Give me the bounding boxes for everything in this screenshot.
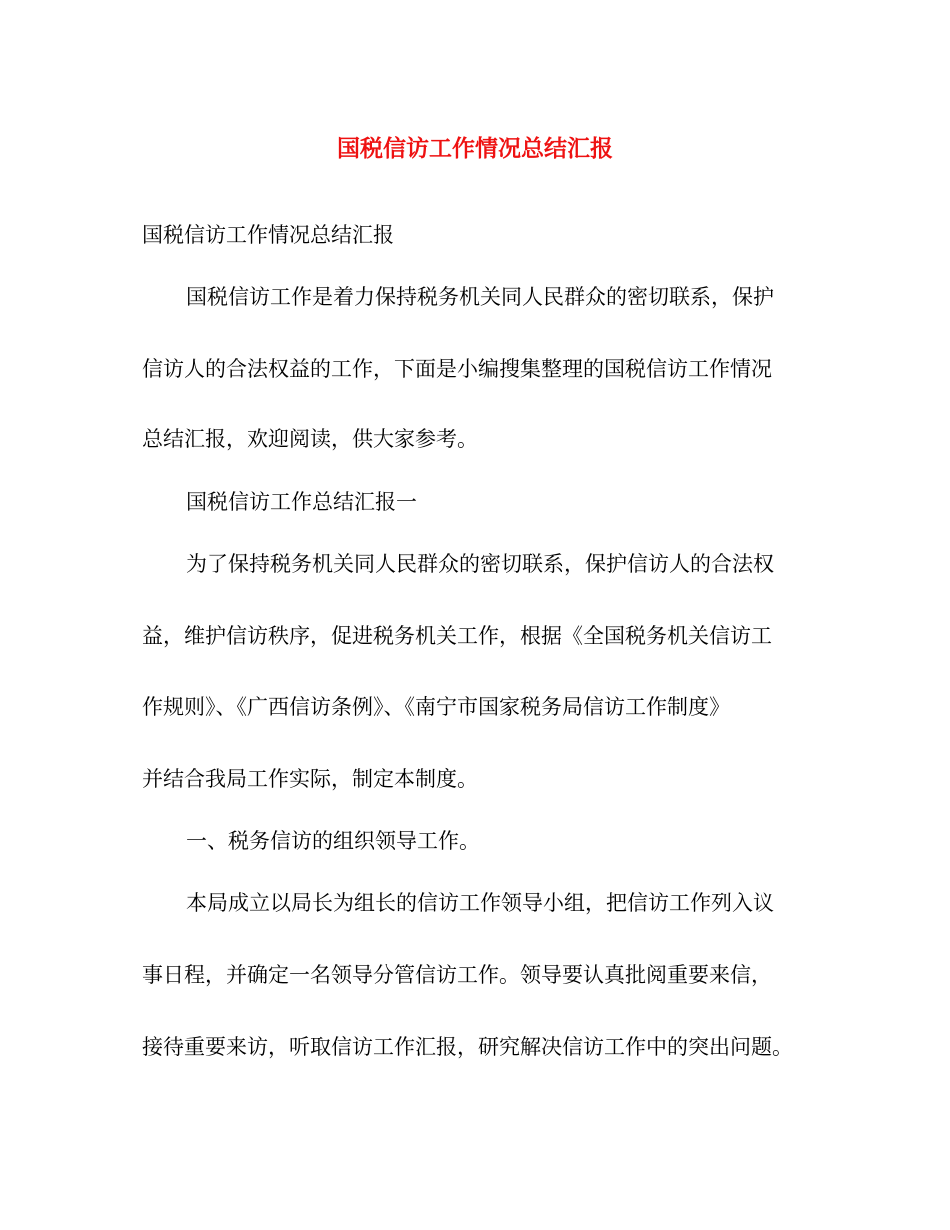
paragraph-line: 国税信访工作是着力保持税务机关同人民群众的密切联系，保护 [186,285,774,309]
paragraph-line: 信访人的合法权益的工作，下面是小编搜集整理的国税信访工作情况 [142,357,772,381]
section-heading: 一、税务信访的组织领导工作。 [186,829,480,853]
paragraph-line: 作规则》、《广西信访条例》、《南宁市国家税务局信访工作制度》 [142,695,730,719]
paragraph-line: 本局成立以局长为组长的信访工作领导小组，把信访工作列入议 [186,891,774,915]
document-title: 国税信访工作情况总结汇报 [337,135,613,162]
paragraph-line: 益，维护信访秩序，促进税务机关工作，根据《全国税务机关信访工 [142,624,772,648]
paragraph-line: 为了保持税务机关同人民群众的密切联系，保护信访人的合法权 [186,552,774,576]
paragraph-line: 事日程，并确定一名领导分管信访工作。领导要认真批阅重要来信， [142,963,772,987]
paragraph-line: 并结合我局工作实际，制定本制度。 [142,767,478,791]
subtitle-line: 国税信访工作情况总结汇报 [142,223,394,247]
paragraph-line: 接待重要来访，听取信访工作汇报，研究解决信访工作中的突出问题。 [142,1035,793,1059]
section-heading: 国税信访工作总结汇报一 [186,490,417,514]
paragraph-line: 总结汇报，欢迎阅读，供大家参考。 [142,427,478,451]
